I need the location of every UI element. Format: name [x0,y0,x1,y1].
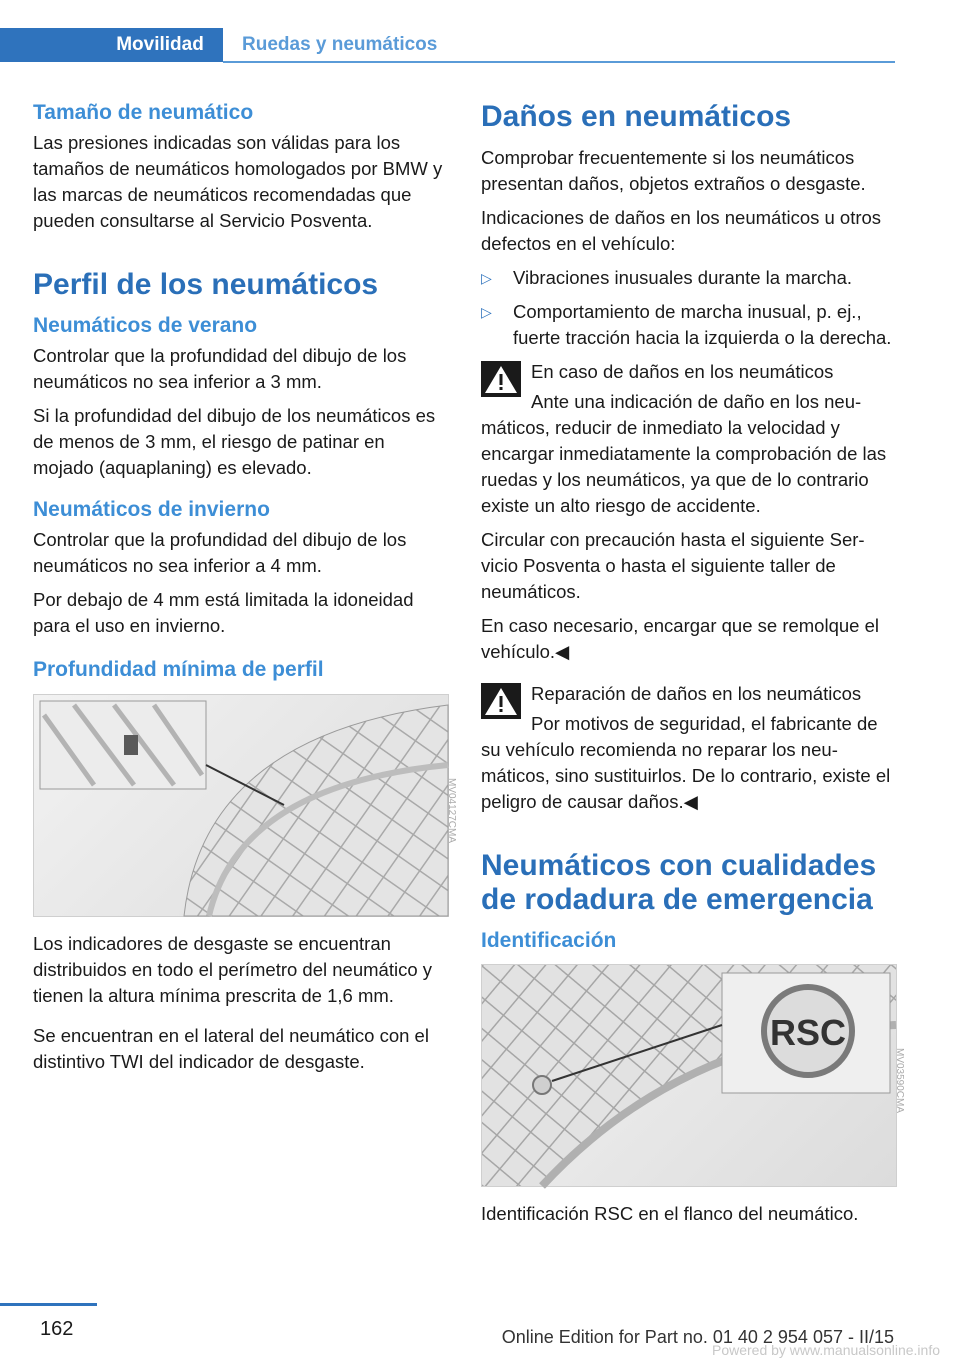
heading-emergencia: Neumáticos con cualidades de rodadura de emergencia [481,848,877,916]
paragraph-danos-1: Comprobar frecuentemente si los neumáticos presentan daños, objetos extraños o desgaste. [481,146,866,194]
paragraph-invierno-1: Controlar que la profundidad del dibujo de los neumáticos no sea inferior a 4 mm. [33,529,407,577]
list-item [481,299,895,351]
paragraph-tamano: Las presiones indicadas son válidas para los tamaños de neumáticos homologados por BMW y las marcas de neumáticos recomendadas que pueden consultarse al Servicio Posventa. [33,132,443,232]
watermark: Powered by www.manualsonline.info [711,1342,940,1358]
paragraph-desgaste-1: Los indicadores de desgaste se encuentran distribuidos en todo el perímetro del neumático y tienen la altura mínima prescrita de 1,6 mm. [33,932,432,1006]
warning-title: Reparación de daños en los neumáticos [531,682,862,704]
right-column [481,100,905,1235]
paragraph-desgaste-2: Se encuentran en el lateral del neumático con el distintivo TWI del indicador de desgaste. [33,1024,429,1072]
figure-code: MV04127CMA [445,777,457,843]
paragraph-invierno-2: Por debajo de 4 mm está limitada la idoneidad para el uso en invierno. [33,589,414,637]
warning-block-danos [481,359,895,519]
footer-rule [0,1303,97,1306]
warning-body: Ante una indicación de daño en los neumáticos, reducir de inmediato la velocidad y encargar inmediatamente la comprobación de las ruedas y los neumáticos, ya que de lo contrario existe un alto riesgo de accidente. [481,390,887,516]
warning-title: En caso de daños en los neumáticos [531,360,834,382]
tire-tread-illustration [34,695,448,916]
heading-tamano: Tamaño de neumático [33,101,254,124]
warning-body: Por motivos de seguridad, el fabricante de su vehículo recomienda no reparar los neumáticos, sino sustituirlos. De lo contrario, existe el peligro de causar daños.◀ [481,712,891,812]
bullet-triangle-icon: ▷ [481,269,492,286]
tab-ruedas-neumaticos[interactable]: Ruedas y neumáticos [242,34,438,55]
paragraph-verano-1: Controlar que la profundidad del dibujo de los neumáticos no sea inferior a 3 mm. [33,345,407,392]
paragraph-verano-2: Si la profundidad del dibujo de los neumáticos es de menos de 3 mm, el riesgo de patinar en mojado (aquaplaning) es elevado. [33,405,436,478]
list-item-text: Comportamiento de marcha inusual, p. ej., fuerte tracción hacia la izquierda o la derecha. [513,300,892,348]
rsc-tire-illustration [482,965,896,1186]
heading-profundidad-minima: Profundidad mínima de perfil [33,658,324,682]
heading-perfil: Perfil de los neumáticos [33,268,379,302]
paragraph-circular: Circular con precaución hasta el siguiente Servicio Posventa o hasta el siguiente taller de neumáticos. [481,528,865,602]
heading-danos: Daños en neumáticos [481,100,792,133]
heading-verano: Neumáticos de verano [33,313,258,337]
figure-tread-wear [33,694,457,917]
figure-rsc [481,964,905,1187]
page-number: 162 [40,1318,74,1340]
figure-caption: Identificación RSC en el flanco del neumático. [481,1202,859,1224]
paragraph-remolque: En caso necesario, encargar que se remolque el vehículo.◀ [481,614,879,662]
bullet-triangle-icon: ▷ [481,303,492,320]
edition-text: Online Edition for Part no. 01 40 2 954 057 - II/15 [501,1327,894,1347]
tab-movilidad[interactable]: Movilidad [97,28,223,62]
list-item-text: Vibraciones inusuales durante la marcha. [513,266,853,288]
heading-identificacion: Identificación [481,928,617,952]
list-item [481,265,895,291]
left-column [33,100,457,1083]
heading-invierno: Neumáticos de invierno [33,498,270,521]
figure-code: MV03590CMA [893,1047,905,1113]
rsc-logo-text: RSC [769,1011,847,1053]
paragraph-danos-2: Indicaciones de daños en los neumáticos u otros defectos en el vehículo: [481,206,882,254]
warning-block-reparacion [481,681,895,815]
header-rule [223,61,895,63]
warning-icon [481,361,521,397]
page-header [0,28,960,62]
warning-icon [481,683,521,719]
